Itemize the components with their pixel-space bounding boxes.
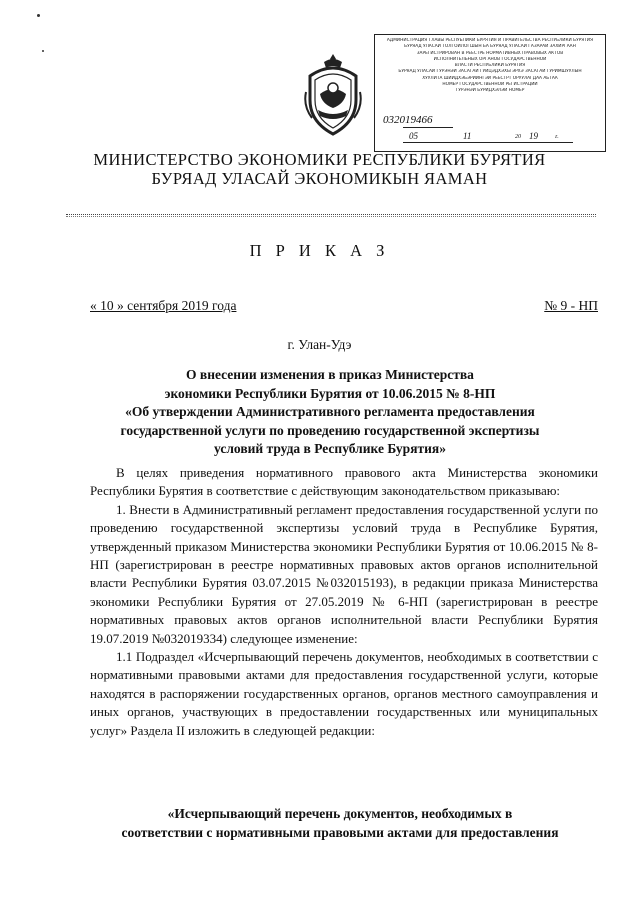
- registration-year-prefix: 20: [515, 134, 521, 140]
- stamp-underline: [403, 142, 573, 143]
- stamp-underline: [403, 127, 453, 128]
- new-subsection-title: [60, 805, 620, 842]
- order-body: [90, 464, 598, 740]
- stamp-text-line: ГУРЭНЭЙ БУРИДХЭЛЭЙ НОМЕР: [455, 88, 525, 94]
- registration-day: 05: [409, 131, 418, 141]
- quote-line: «Исчерпывающий перечень документов, необходимых в: [167, 806, 513, 821]
- stamp-text-line: АДМИНИСТРАЦИЯ ГЛАВЫ РЕСПУБЛИКИ БУРЯТИЯ И ПРАВИТЕЛЬСТВА РЕСПУБЛИКИ БУРЯТИЯ: [386, 38, 594, 43]
- ministry-name-buryat: БУРЯАД УЛАСАЙ ЭКОНОМИКЫН ЯАМАН: [151, 169, 488, 188]
- clause-1-paragraph: 1. Внести в Административный регламент предоставления государственной услуги по проведению государственной экспертизы условий труда в Республике Бурятия, утвержденный приказом Министерства экономики Республики Бурятия от 10.06.2015 № 8-НП (зарегистрирован в реестре нормативных правовых актов органов исполнительной власти Республики Бурятия 03.07.2015 №032015193), в редакции приказа Министерства экономики Республики Бурятия от 27.05.2019 № 6-НП (зарегистрирован в реестре нормативных правовых актов органов исполнительной власти Республики Бурятия 19.07.2019 №032019334) следующее изменение:: [90, 501, 598, 646]
- coat-of-arms-emblem: [302, 52, 364, 138]
- preamble-paragraph: В целях приведения нормативного правового акта Министерства экономики Республики Бурятия в соответствие с действующим законодательством приказываю:: [90, 465, 598, 499]
- stamp-text-line: НОМЕР ГОСУДАРСТВЕННОЙ РЕГИСТРАЦИИ: [442, 82, 538, 88]
- registration-year-letter: г.: [555, 134, 559, 140]
- quote-line: соответствии с нормативными правовыми актами для предоставления: [121, 824, 559, 840]
- heading-line: «Об утверждении Административного регламента предоставления: [125, 404, 535, 420]
- clause-1-1-paragraph: 1.1 Подраздел «Исчерпывающий перечень документов, необходимых в соответствии с нормативными правовыми актами для предоставления государственной услуги, которые находятся в распоряжении государственных органов, органов местного самоуправления и иных органов, участвующих в предоставлении государственных или муниципальных услуг» Раздела II изложить в следующей редакции:: [90, 649, 598, 738]
- registration-number: 032019466: [383, 114, 433, 126]
- stamp-text-line: БУРЯАД УЛАСАЙ ТОЛГОЙЛОГШЫН БА БУРЯАД УЛАСАЙ ГАЗАРАЙ ЗАХИРГААН: [404, 44, 576, 50]
- stamp-text-line: ХУУЛИТА ШИИДХЭБЭРИЙНГЭЙ РЕЕСТРТ ОРУУЛАГДАА АБТАА: [422, 75, 558, 81]
- order-city: г. Улан-Удэ: [287, 337, 352, 352]
- heading-line: О внесении изменения в приказ Министерства: [186, 367, 474, 382]
- stamp-text-line: ЗАРЕГИСТРИРОВАН В РЕЕСТРЕ НОРМАТИВНЫХ ПРАВОВЫХ АКТОВ: [416, 50, 564, 56]
- header-divider: [66, 216, 596, 217]
- order-heading: [60, 366, 600, 459]
- ministry-header: [0, 150, 639, 188]
- stamp-text-line: ИСПОЛНИТЕЛЬНЫХ ОРГАНОВ ГОСУДАРСТВЕННОЙ: [433, 56, 547, 62]
- registration-year: 19: [529, 131, 538, 141]
- registration-month: 11: [463, 131, 472, 141]
- document-type-title: П Р И К А З: [249, 241, 390, 260]
- order-date: « 10 » сентября 2019 года: [90, 298, 237, 313]
- registration-stamp: [374, 34, 606, 152]
- stamp-text-line: ВЛАСТИ РЕСПУБЛИКИ БУРЯТИЯ: [454, 63, 526, 69]
- heading-line: государственной услуги по проведению государственной экспертизы: [120, 422, 540, 438]
- heading-line: экономики Республики Бурятия от 10.06.2015 № 8-НП: [164, 385, 496, 401]
- scan-speck: [37, 14, 40, 17]
- header-divider: [66, 214, 596, 215]
- order-number: № 9 - НП: [544, 298, 598, 313]
- scan-speck: [42, 50, 44, 52]
- ministry-name-russian: МИНИСТЕРСТВО ЭКОНОМИКИ РЕСПУБЛИКИ БУРЯТИЯ: [93, 150, 546, 169]
- stamp-text-line: БУРЯАД УЛАСАЙ ГУРЭНЭЙ ЗАСАГАЙ ГУЙЦЭДХЭХЫ ЭРХЭ ЗАСАГАЙ ГУРИМШУУЛЫН: [398, 69, 582, 75]
- heading-line: условий труда в Республике Бурятия»: [214, 441, 446, 457]
